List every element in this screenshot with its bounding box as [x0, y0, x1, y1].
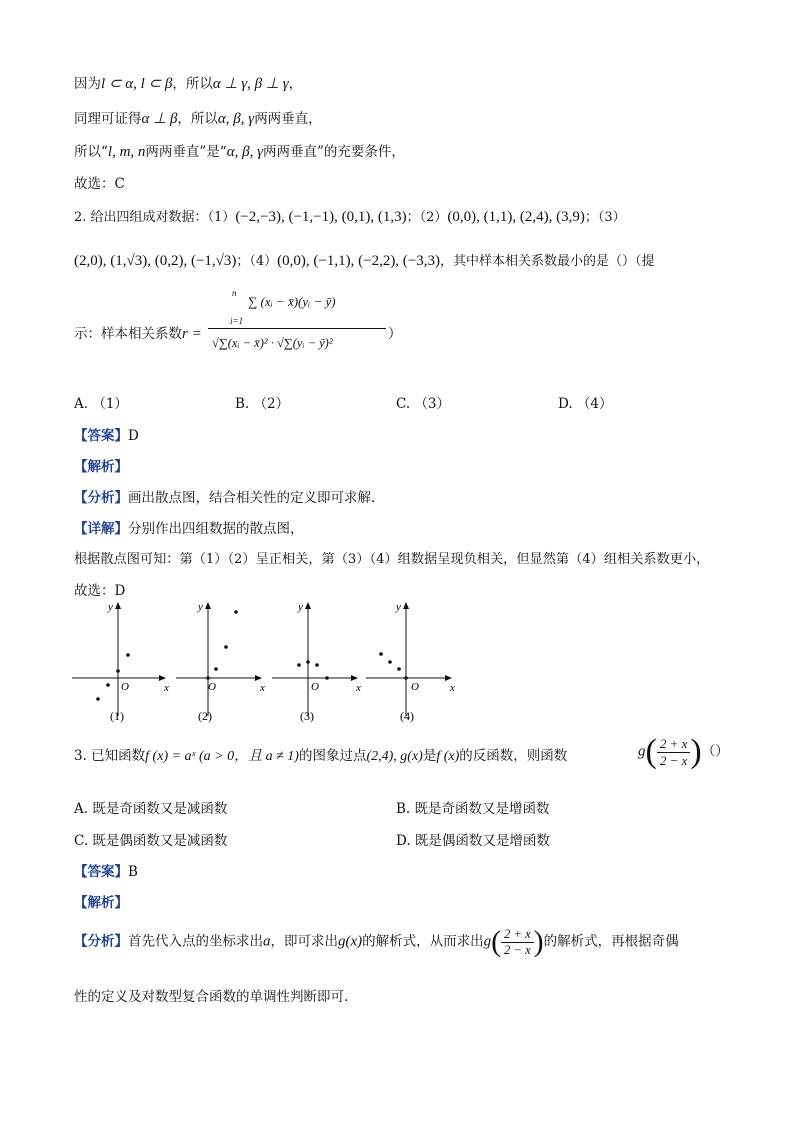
data-point — [126, 653, 130, 657]
text: 的解析式，从而求出 — [362, 933, 484, 950]
data-set-1: (−2,−3), (−1,−1), (0,1), (1,3) — [235, 209, 407, 225]
math: g — [638, 743, 646, 760]
math: α ⊥ β — [141, 111, 178, 127]
x-label: x — [450, 682, 455, 694]
text-line-1 — [74, 72, 302, 93]
math: g(x) — [338, 933, 363, 950]
data-point — [106, 683, 110, 687]
q3-g-fraction — [638, 733, 729, 771]
text: ，所以 — [177, 111, 218, 127]
option-d[interactable]: D. （4） — [558, 396, 613, 412]
origin-label: O — [121, 681, 129, 693]
scatter-plot-4 — [366, 601, 455, 716]
fenxi-text: 画出散点图，结合相关性的定义即可求解. — [128, 490, 376, 506]
data-point — [315, 663, 319, 667]
numerator: 2 + x — [501, 927, 533, 943]
sum-top: n — [232, 288, 237, 298]
math: r = — [182, 326, 202, 342]
scatter-plot-3 — [272, 601, 361, 716]
option-b[interactable]: B. （2） — [235, 396, 290, 412]
y-arrow — [115, 602, 121, 609]
math: α, β, γ — [226, 144, 263, 160]
y-label: y — [396, 601, 401, 613]
q3-line-1 — [74, 744, 567, 765]
hint-close: ） — [388, 326, 402, 342]
text: 的图象过点 — [298, 748, 367, 764]
jiexi-tag: 【解析】 — [74, 459, 128, 475]
left-paren: ( — [491, 925, 502, 958]
x-arrow — [159, 675, 166, 681]
fenxi-q2 — [74, 486, 375, 506]
data-point — [388, 660, 392, 664]
y-arrow — [403, 602, 409, 609]
y-arrow — [305, 602, 311, 609]
text: ，即可求出 — [270, 933, 338, 950]
text: 是 — [422, 748, 437, 764]
formula-numerator: ∑ (xᵢ − x̄)(yᵢ − ȳ) — [248, 294, 336, 309]
data-point — [96, 697, 100, 701]
text: 3. 已知函数 — [74, 748, 146, 764]
text: 两两垂直， — [254, 111, 322, 127]
xiangjie-text: 分别作出四组数据的散点图， — [128, 521, 304, 537]
math: g — [483, 933, 492, 950]
text: ，其中样本相关系数最小的是（）（提 — [440, 254, 655, 269]
math: l, m, n — [107, 144, 146, 160]
data-point — [297, 663, 301, 667]
hint-label — [74, 322, 202, 343]
data-point — [379, 652, 383, 656]
math: α, β, γ — [217, 111, 255, 127]
option-b[interactable]: B. 既是奇函数又是增函数 — [396, 801, 550, 817]
q2-line-1 — [74, 206, 626, 226]
data-set-3: (2,0), (1,√3), (0,2), (−1,√3) — [74, 253, 237, 269]
answer-tag: 【答案】 — [74, 428, 128, 444]
jiexi-q2 — [74, 455, 128, 475]
origin-label: O — [311, 681, 319, 693]
numerator: 2 + x — [657, 736, 691, 753]
data-point — [214, 667, 218, 671]
answer-value: B — [128, 864, 138, 880]
denominator: 2 − x — [659, 752, 688, 768]
text: 同理可证得 — [74, 111, 142, 127]
text: ；（2） — [406, 210, 448, 225]
sum-bottom: i=1 — [230, 316, 244, 326]
xiangjie-tag: 【详解】 — [74, 521, 128, 537]
plot-caption-2: (2) — [198, 709, 212, 723]
data-point — [325, 676, 329, 680]
y-label: y — [108, 601, 113, 613]
scatter-plot-2 — [176, 601, 265, 716]
data-point — [234, 610, 238, 614]
x-label: x — [164, 682, 169, 694]
data-point — [116, 669, 120, 673]
y-label: y — [198, 601, 203, 613]
fenxi-tag: 【分析】 — [74, 933, 128, 950]
fenxi-q3 — [74, 925, 679, 959]
origin-label: O — [411, 681, 419, 693]
math: l ⊂ α, l ⊂ β — [101, 76, 173, 92]
choose-q2: 故选：D — [74, 583, 126, 599]
fraction — [501, 927, 533, 958]
left-paren: ( — [645, 733, 657, 770]
math: a — [263, 933, 271, 950]
math: (2,4), g(x) — [366, 749, 423, 764]
math: f (x) — [436, 749, 460, 764]
text: ；（4） — [236, 254, 278, 269]
data-point — [397, 667, 401, 671]
plot-caption-3: (3) — [300, 709, 314, 723]
fraction — [657, 736, 691, 769]
y-arrow — [205, 602, 211, 609]
x-arrow — [445, 675, 452, 681]
plot-caption-1: (1) — [110, 709, 124, 723]
text: 首先代入点的坐标求出 — [128, 933, 263, 950]
text: 的反函数，则函数 — [459, 748, 568, 764]
right-paren: ) — [533, 925, 544, 958]
formula-denominator: √∑(xᵢ − x̄)² · √∑(yᵢ − ȳ)² — [212, 336, 333, 350]
x-arrow — [351, 675, 358, 681]
fraction-bar — [208, 328, 386, 329]
text: 2. 给出四组成对数据：（1） — [74, 210, 236, 225]
math: f (x) = aˣ (a > 0，且 a ≠ 1) — [145, 749, 299, 764]
text: ，所以 — [172, 76, 213, 92]
answer-line-q2 — [74, 424, 139, 444]
text-line-2 — [74, 107, 322, 128]
x-arrow — [255, 675, 262, 681]
answer-value: D — [128, 428, 139, 444]
option-a[interactable]: A. 既是奇函数又是减函数 — [74, 801, 228, 817]
option-c[interactable]: C. （3） — [396, 396, 451, 412]
x-label: x — [356, 682, 361, 694]
text: ， — [288, 76, 303, 92]
data-point — [306, 660, 310, 664]
data-set-4: (0,0), (−1,1), (−2,2), (−3,3) — [277, 253, 441, 269]
text: 的解析式，再根据奇偶 — [543, 933, 679, 950]
data-point — [404, 676, 408, 680]
fenxi-q3-cont: 性的定义及对数型复合函数的单调性判断即可. — [74, 989, 349, 1005]
math: α ⊥ γ, β ⊥ γ — [212, 76, 289, 92]
text: 所以“ — [74, 144, 108, 160]
text: ；（3） — [584, 210, 626, 225]
answer-tag: 【答案】 — [74, 864, 128, 880]
jiexi-q3 — [74, 891, 128, 911]
text: （） — [701, 743, 729, 760]
answer-line-q3 — [74, 860, 138, 880]
x-label: x — [260, 682, 265, 694]
option-c[interactable]: C. 既是偶函数又是减函数 — [74, 833, 228, 849]
option-d[interactable]: D. 既是偶函数又是增函数 — [396, 833, 550, 849]
scatter-plot-1 — [72, 601, 169, 716]
option-a[interactable]: A. （1） — [74, 396, 128, 412]
data-set-2: (0,0), (1,1), (2,4), (3,9) — [447, 209, 585, 225]
reason-q2: 根据散点图可知：第（1）（2）呈正相关，第（3）（4）组数据呈现负相关，但显然第（4）组相关系数更小， — [74, 552, 710, 567]
q2-line-2 — [74, 250, 655, 270]
scatter-plots — [70, 598, 470, 728]
fenxi-tag: 【分析】 — [74, 490, 128, 506]
data-point — [206, 676, 210, 680]
y-label: y — [298, 601, 303, 613]
text: 示：样本相关系数 — [74, 326, 182, 342]
text: 两两垂直”是“ — [145, 144, 227, 160]
right-paren: ) — [690, 733, 702, 770]
text-line-3 — [74, 140, 405, 161]
denominator: 2 − x — [504, 942, 531, 957]
text-line-4: 故选：C — [74, 176, 125, 192]
plot-caption-4: (4) — [400, 709, 414, 723]
text: 因为 — [74, 76, 101, 92]
data-point — [224, 645, 228, 649]
origin-label: O — [208, 681, 216, 693]
xiangjie-q2 — [74, 517, 304, 537]
text: 两两垂直”的充要条件， — [262, 144, 405, 160]
jiexi-tag: 【解析】 — [74, 895, 128, 911]
